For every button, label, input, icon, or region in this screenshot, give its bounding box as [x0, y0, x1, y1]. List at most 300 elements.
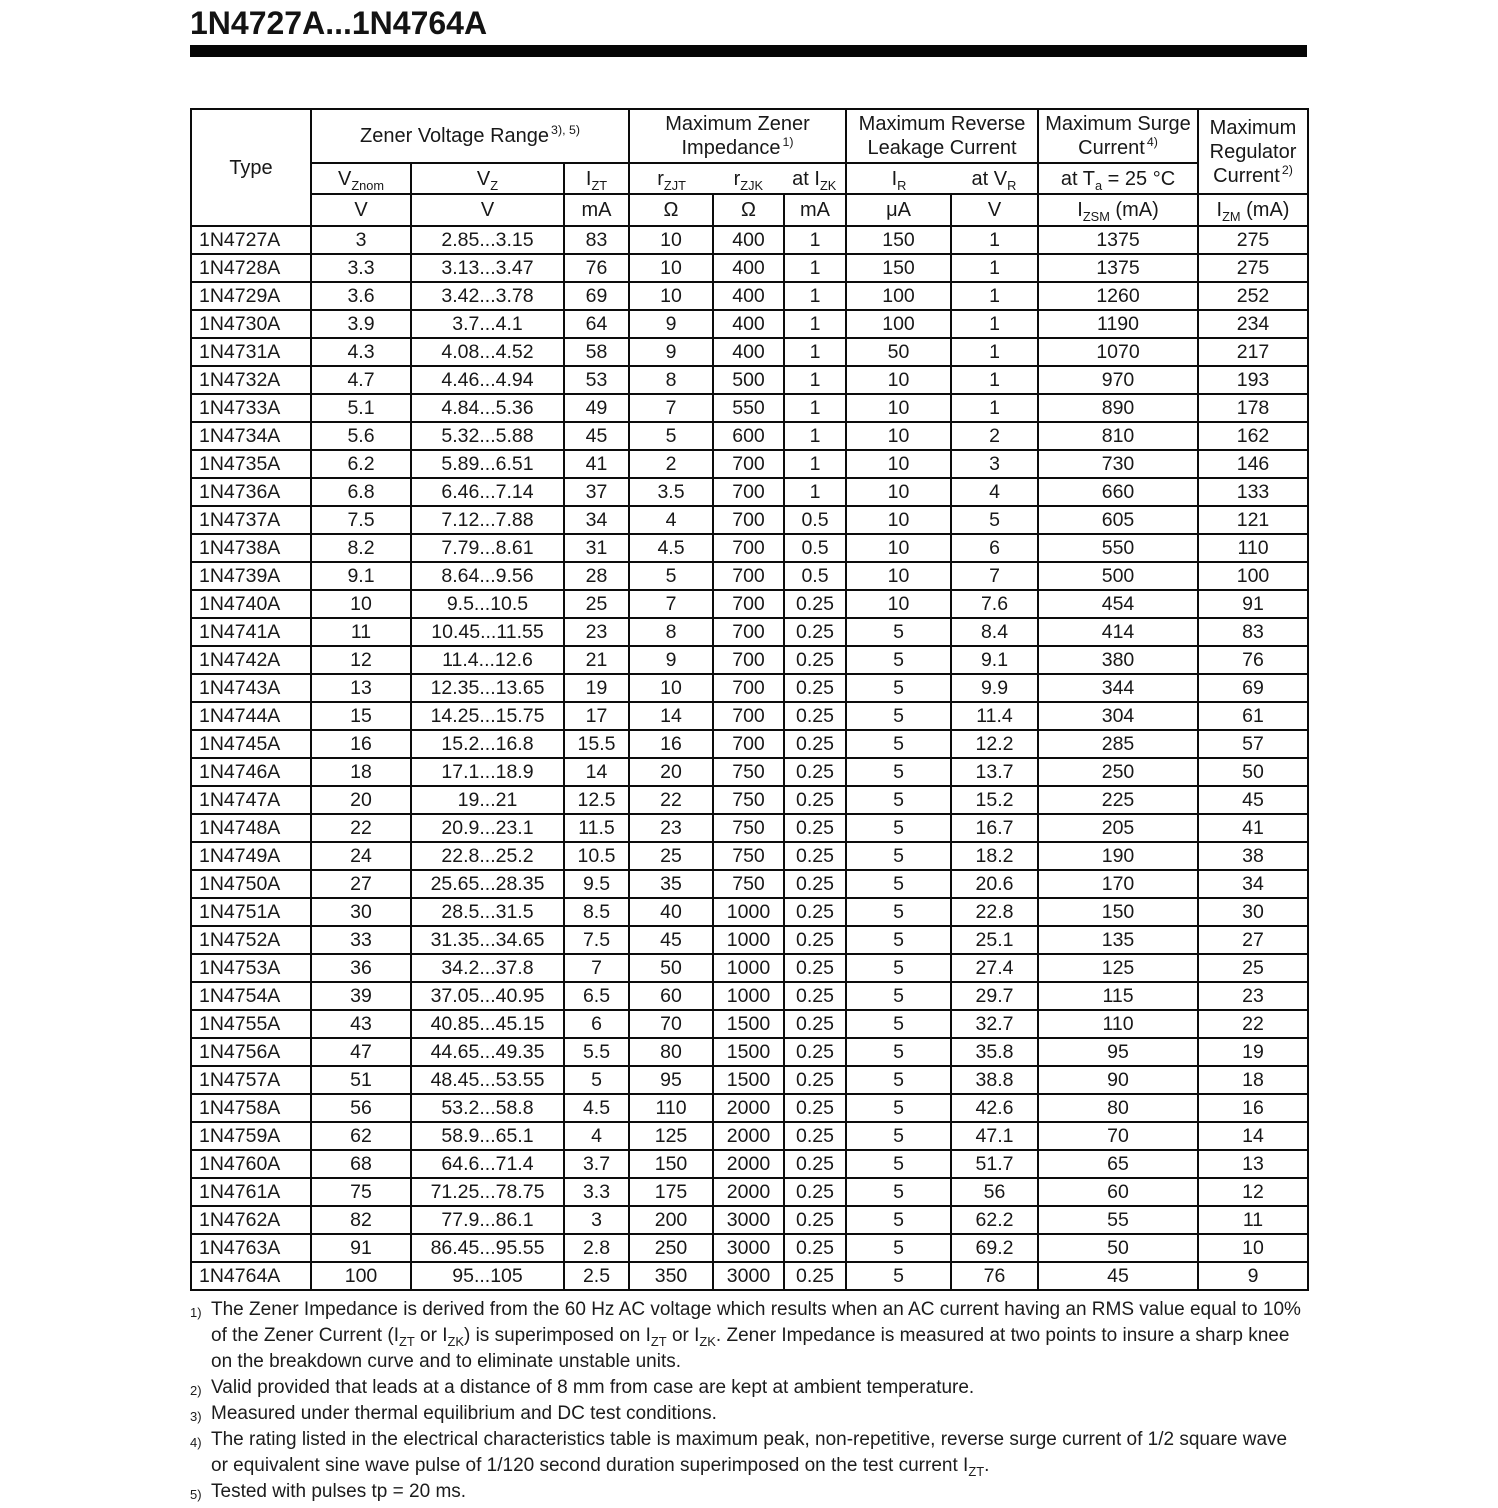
cell-ir: 10: [846, 506, 951, 534]
cell-vznom: 24: [311, 842, 411, 870]
cell-at-izk: 1: [784, 338, 846, 366]
cell-type: 1N4763A: [191, 1234, 311, 1262]
cell-ir: 5: [846, 898, 951, 926]
cell-rzjk: 1500: [713, 1010, 784, 1038]
cell-vz-range: 20.9...23.1: [411, 814, 564, 842]
cell-ir: 5: [846, 618, 951, 646]
table-row: [191, 618, 1308, 646]
cell-izsm: 95: [1038, 1038, 1198, 1066]
cell-vz-range: 10.45...11.55: [411, 618, 564, 646]
cell-vz-range: 11.4...12.6: [411, 646, 564, 674]
cell-ir: 5: [846, 870, 951, 898]
cell-izm: 50: [1198, 758, 1308, 786]
col-group-max-zener-impedance: [629, 109, 846, 163]
cell-vz-range: 5.32...5.88: [411, 422, 564, 450]
cell-type: 1N4732A: [191, 366, 311, 394]
cell-rzjt: 14: [629, 702, 713, 730]
cell-at-izk: 0.25: [784, 1010, 846, 1038]
cell-vznom: 30: [311, 898, 411, 926]
subhead-rzjk: $r_{ZJK}$: [733, 167, 764, 193]
table-row: [191, 534, 1308, 562]
cell-izsm: 810: [1038, 422, 1198, 450]
unit-rzjk: Ω: [713, 194, 784, 226]
cell-izsm: 150: [1038, 898, 1198, 926]
cell-at-vr: 69.2: [951, 1234, 1038, 1262]
cell-rzjk: 500: [713, 366, 784, 394]
cell-type: 1N4729A: [191, 282, 311, 310]
cell-izt: 41: [564, 450, 629, 478]
cell-rzjk: 600: [713, 422, 784, 450]
table-row: [191, 1010, 1308, 1038]
cell-vz-range: 5.89...6.51: [411, 450, 564, 478]
cell-izm: 234: [1198, 310, 1308, 338]
cell-vznom: 4.7: [311, 366, 411, 394]
table-row: [191, 450, 1308, 478]
cell-izm: 178: [1198, 394, 1308, 422]
cell-rzjk: 700: [713, 590, 784, 618]
cell-izm: 25: [1198, 954, 1308, 982]
cell-at-vr: 1: [951, 254, 1038, 282]
cell-at-izk: 0.5: [784, 534, 846, 562]
cell-at-vr: 1: [951, 394, 1038, 422]
cell-vznom: 91: [311, 1234, 411, 1262]
cell-ir: 10: [846, 422, 951, 450]
subhead-vz: $V_Z$: [411, 163, 564, 194]
cell-izt: 11.5: [564, 814, 629, 842]
cell-vz-range: 4.84...5.36: [411, 394, 564, 422]
cell-rzjt: 4.5: [629, 534, 713, 562]
cell-at-izk: 0.25: [784, 646, 846, 674]
table-row: [191, 1094, 1308, 1122]
group-label: Maximum Reverse Leakage Current: [858, 113, 1026, 159]
cell-rzjk: 700: [713, 534, 784, 562]
cell-izm: 61: [1198, 702, 1308, 730]
table-row: [191, 926, 1308, 954]
cell-rzjt: 50: [629, 954, 713, 982]
footnote-text: The Zener Impedance is derived from the 60 Hz AC voltage which results when an AC current having an RMS value equal to 10% of the Zener Current (I: [211, 1299, 1301, 1346]
cell-vz-range: 48.45...53.55: [411, 1066, 564, 1094]
table-row: [191, 870, 1308, 898]
cell-izm: 133: [1198, 478, 1308, 506]
unit-vznom: V: [311, 194, 411, 226]
cell-izsm: 414: [1038, 618, 1198, 646]
cell-ir: 10: [846, 478, 951, 506]
cell-type: 1N4755A: [191, 1010, 311, 1038]
cell-rzjk: 2000: [713, 1094, 784, 1122]
cell-at-izk: 0.25: [784, 1262, 846, 1290]
cell-vz-range: 14.25...15.75: [411, 702, 564, 730]
cell-at-izk: 0.25: [784, 786, 846, 814]
cell-ir: 5: [846, 1010, 951, 1038]
cell-rzjt: 45: [629, 926, 713, 954]
cell-at-izk: 0.25: [784, 1094, 846, 1122]
cell-rzjt: 8: [629, 618, 713, 646]
cell-izt: 53: [564, 366, 629, 394]
cell-at-vr: 56: [951, 1178, 1038, 1206]
cell-at-vr: 7: [951, 562, 1038, 590]
cell-at-vr: 42.6: [951, 1094, 1038, 1122]
cell-izm: 275: [1198, 254, 1308, 282]
cell-at-izk: 0.25: [784, 982, 846, 1010]
cell-at-vr: 7.6: [951, 590, 1038, 618]
cell-at-vr: 9.9: [951, 674, 1038, 702]
cell-vznom: 7.5: [311, 506, 411, 534]
cell-type: 1N4747A: [191, 786, 311, 814]
cell-izsm: 90: [1038, 1066, 1198, 1094]
cell-izsm: 285: [1038, 730, 1198, 758]
cell-izm: 83: [1198, 618, 1308, 646]
cell-ir: 5: [846, 926, 951, 954]
footnote-text: Tested with pulses tp = 20 ms.: [211, 1481, 467, 1502]
cell-at-izk: 0.25: [784, 1150, 846, 1178]
cell-izm: 22: [1198, 1010, 1308, 1038]
table-row: [191, 898, 1308, 926]
cell-izm: 18: [1198, 1066, 1308, 1094]
cell-type: 1N4728A: [191, 254, 311, 282]
cell-type: 1N4745A: [191, 730, 311, 758]
footnote-marker: 1): [190, 1305, 202, 1320]
datasheet-page: [0, 5, 1498, 1503]
cell-type: 1N4751A: [191, 898, 311, 926]
cell-rzjk: 1500: [713, 1038, 784, 1066]
cell-at-vr: 6: [951, 534, 1038, 562]
cell-vznom: 68: [311, 1150, 411, 1178]
cell-type: 1N4748A: [191, 814, 311, 842]
cell-at-vr: 12.2: [951, 730, 1038, 758]
table-row: [191, 1206, 1308, 1234]
cell-at-izk: 0.25: [784, 1234, 846, 1262]
subhead-leakage-params: [846, 163, 1038, 194]
cell-izsm: 70: [1038, 1122, 1198, 1150]
cell-vznom: 43: [311, 1010, 411, 1038]
cell-vz-range: 71.25...78.75: [411, 1178, 564, 1206]
cell-vznom: 12: [311, 646, 411, 674]
cell-vz-range: 6.46...7.14: [411, 478, 564, 506]
cell-izm: 14: [1198, 1122, 1308, 1150]
cell-at-izk: 1: [784, 226, 846, 254]
cell-izm: 162: [1198, 422, 1308, 450]
cell-vznom: 15: [311, 702, 411, 730]
cell-vznom: 11: [311, 618, 411, 646]
cell-at-vr: 38.8: [951, 1066, 1038, 1094]
cell-type: 1N4727A: [191, 226, 311, 254]
cell-izt: 12.5: [564, 786, 629, 814]
page-title: 1N4727A...1N4764A: [190, 5, 488, 41]
cell-ir: 5: [846, 1234, 951, 1262]
cell-at-vr: 11.4: [951, 702, 1038, 730]
cell-rzjk: 750: [713, 842, 784, 870]
cell-izsm: 50: [1038, 1234, 1198, 1262]
unit-rzjt: Ω: [629, 194, 713, 226]
cell-vz-range: 53.2...58.8: [411, 1094, 564, 1122]
footnote-5: [190, 1479, 1307, 1505]
cell-vz-range: 7.12...7.88: [411, 506, 564, 534]
cell-type: 1N4764A: [191, 1262, 311, 1290]
cell-rzjk: 550: [713, 394, 784, 422]
cell-izt: 49: [564, 394, 629, 422]
cell-type: 1N4735A: [191, 450, 311, 478]
cell-at-izk: 1: [784, 450, 846, 478]
cell-type: 1N4737A: [191, 506, 311, 534]
footnote-ref: 1): [782, 135, 794, 150]
cell-ir: 5: [846, 758, 951, 786]
cell-type: 1N4743A: [191, 674, 311, 702]
cell-izsm: 45: [1038, 1262, 1198, 1290]
cell-vz-range: 22.8...25.2: [411, 842, 564, 870]
cell-izsm: 1375: [1038, 226, 1198, 254]
unit-at-vr: V: [951, 194, 1038, 226]
title-rule: [190, 45, 1307, 57]
cell-at-izk: 0.25: [784, 1038, 846, 1066]
cell-vz-range: 34.2...37.8: [411, 954, 564, 982]
cell-vz-range: 19...21: [411, 786, 564, 814]
cell-rzjk: 2000: [713, 1150, 784, 1178]
cell-rzjt: 35: [629, 870, 713, 898]
cell-vznom: 56: [311, 1094, 411, 1122]
cell-rzjk: 1000: [713, 982, 784, 1010]
cell-ir: 5: [846, 842, 951, 870]
cell-vz-range: 77.9...86.1: [411, 1206, 564, 1234]
cell-at-izk: 0.25: [784, 1206, 846, 1234]
cell-vz-range: 95...105: [411, 1262, 564, 1290]
unit-at-izk: mA: [784, 194, 846, 226]
cell-ir: 100: [846, 310, 951, 338]
cell-rzjt: 9: [629, 646, 713, 674]
cell-at-vr: 2: [951, 422, 1038, 450]
table-row: [191, 842, 1308, 870]
cell-rzjk: 700: [713, 730, 784, 758]
cell-ir: 5: [846, 786, 951, 814]
cell-rzjk: 1000: [713, 954, 784, 982]
unit-vz: V: [411, 194, 564, 226]
cell-izm: 275: [1198, 226, 1308, 254]
footnote-1: 1) The Zener Impedance is derived from the 60 Hz AC voltage which results when an AC current having an RMS value equal to 10% of the Zener Current ($I_{ZT}$ or $I_{ZK}$) is superimposed on $I_{ZT}$ or $I_{ZK}$. Zener Impedance is measured at two points to insure a sharp knee on the breakdown curve and to eliminate unstable units.: [190, 1299, 1301, 1372]
col-group-max-regulator-current: [1198, 109, 1308, 194]
cell-at-izk: 0.25: [784, 814, 846, 842]
col-group-max-surge-current: [1038, 109, 1198, 163]
cell-at-vr: 51.7: [951, 1150, 1038, 1178]
cell-izt: 17: [564, 702, 629, 730]
cell-izsm: 730: [1038, 450, 1198, 478]
cell-izm: 100: [1198, 562, 1308, 590]
cell-ir: 5: [846, 1122, 951, 1150]
cell-izt: 83: [564, 226, 629, 254]
subhead-izt: $I_{ZT}$: [564, 163, 629, 194]
cell-izt: 10.5: [564, 842, 629, 870]
cell-izt: 76: [564, 254, 629, 282]
cell-at-izk: 0.25: [784, 674, 846, 702]
footnote-text: Valid provided that leads at a distance of 8 mm from case are kept at ambient temperature.: [211, 1377, 975, 1398]
cell-rzjt: 95: [629, 1066, 713, 1094]
cell-rzjt: 7: [629, 590, 713, 618]
cell-izm: 91: [1198, 590, 1308, 618]
table-row: [191, 282, 1308, 310]
cell-rzjt: 4: [629, 506, 713, 534]
cell-izsm: 60: [1038, 1178, 1198, 1206]
cell-rzjt: 5: [629, 562, 713, 590]
cell-type: 1N4757A: [191, 1066, 311, 1094]
cell-rzjt: 175: [629, 1178, 713, 1206]
cell-vznom: 5.6: [311, 422, 411, 450]
footnote-text: Measured under thermal equilibrium and DC test conditions.: [211, 1403, 717, 1424]
cell-rzjk: 3000: [713, 1262, 784, 1290]
footnote-4: 4) The rating listed in the electrical characteristics table is maximum peak, non-repetitive, reverse surge current of 1/2 square wave or equivalent sine wave pulse of 1/120 second duration superimposed on the test current $I_{ZT}$.: [190, 1429, 1288, 1479]
unit-ir: μA: [846, 194, 951, 226]
cell-vznom: 8.2: [311, 534, 411, 562]
cell-at-vr: 1: [951, 338, 1038, 366]
cell-izt: 3.3: [564, 1178, 629, 1206]
cell-izsm: 890: [1038, 394, 1198, 422]
table-header: [191, 109, 1308, 226]
cell-ir: 5: [846, 982, 951, 1010]
cell-at-izk: 1: [784, 394, 846, 422]
cell-izsm: 135: [1038, 926, 1198, 954]
cell-izsm: 550: [1038, 534, 1198, 562]
cell-type: 1N4742A: [191, 646, 311, 674]
cell-type: 1N4750A: [191, 870, 311, 898]
cell-izt: 64: [564, 310, 629, 338]
cell-izm: 27: [1198, 926, 1308, 954]
cell-type: 1N4754A: [191, 982, 311, 1010]
cell-rzjt: 7: [629, 394, 713, 422]
cell-izt: 5: [564, 1066, 629, 1094]
cell-at-vr: 76: [951, 1262, 1038, 1290]
unit-izsm: $I_{ZSM}$ (mA): [1038, 194, 1198, 226]
cell-vz-range: 7.79...8.61: [411, 534, 564, 562]
table-row: [191, 422, 1308, 450]
cell-at-izk: 1: [784, 282, 846, 310]
cell-izsm: 65: [1038, 1150, 1198, 1178]
cell-rzjk: 750: [713, 758, 784, 786]
cell-vznom: 6.2: [311, 450, 411, 478]
cell-type: 1N4758A: [191, 1094, 311, 1122]
cell-vznom: 82: [311, 1206, 411, 1234]
cell-at-izk: 0.25: [784, 618, 846, 646]
cell-izsm: 605: [1038, 506, 1198, 534]
cell-rzjk: 700: [713, 562, 784, 590]
table-row: [191, 562, 1308, 590]
cell-vz-range: 17.1...18.9: [411, 758, 564, 786]
cell-ir: 5: [846, 674, 951, 702]
cell-vz-range: 15.2...16.8: [411, 730, 564, 758]
cell-type: 1N4739A: [191, 562, 311, 590]
footnote-ref: 2): [1281, 162, 1293, 177]
group-label: Maximum Surge Current: [1045, 113, 1191, 159]
subhead-at-izk: at $I_{ZK}$: [792, 167, 837, 193]
cell-type: 1N4738A: [191, 534, 311, 562]
cell-at-izk: 0.25: [784, 926, 846, 954]
cell-vznom: 36: [311, 954, 411, 982]
page-content: [0, 5, 1307, 1505]
group-label: Maximum Zener Impedance: [665, 113, 810, 159]
cell-izsm: 970: [1038, 366, 1198, 394]
unit-izt: mA: [564, 194, 629, 226]
cell-rzjk: 400: [713, 226, 784, 254]
cell-at-vr: 13.7: [951, 758, 1038, 786]
table-row: [191, 310, 1308, 338]
cell-at-izk: 1: [784, 254, 846, 282]
cell-izsm: 115: [1038, 982, 1198, 1010]
footnote-marker: 4): [190, 1435, 202, 1450]
cell-rzjk: 700: [713, 478, 784, 506]
cell-izm: 252: [1198, 282, 1308, 310]
cell-izsm: 344: [1038, 674, 1198, 702]
table-row: [191, 506, 1308, 534]
table-row: [191, 1066, 1308, 1094]
cell-izm: 34: [1198, 870, 1308, 898]
cell-at-izk: 0.25: [784, 590, 846, 618]
cell-at-vr: 5: [951, 506, 1038, 534]
cell-rzjt: 10: [629, 674, 713, 702]
cell-izm: 121: [1198, 506, 1308, 534]
footnote-ref: 4): [1146, 135, 1158, 150]
cell-izt: 2.5: [564, 1262, 629, 1290]
cell-izt: 28: [564, 562, 629, 590]
cell-rzjt: 10: [629, 282, 713, 310]
cell-rzjk: 700: [713, 674, 784, 702]
cell-rzjt: 350: [629, 1262, 713, 1290]
cell-at-vr: 18.2: [951, 842, 1038, 870]
cell-izm: 69: [1198, 674, 1308, 702]
cell-rzjk: 700: [713, 450, 784, 478]
cell-izt: 7: [564, 954, 629, 982]
cell-ir: 150: [846, 254, 951, 282]
cell-at-vr: 20.6: [951, 870, 1038, 898]
subhead-ir: $I_R$: [891, 167, 907, 193]
cell-ir: 5: [846, 1206, 951, 1234]
cell-at-vr: 47.1: [951, 1122, 1038, 1150]
cell-ir: 100: [846, 282, 951, 310]
cell-izt: 19: [564, 674, 629, 702]
cell-izsm: 1190: [1038, 310, 1198, 338]
cell-izsm: 55: [1038, 1206, 1198, 1234]
cell-at-vr: 22.8: [951, 898, 1038, 926]
footnote-2: [190, 1375, 1307, 1401]
cell-izm: 38: [1198, 842, 1308, 870]
cell-at-vr: 15.2: [951, 786, 1038, 814]
cell-vznom: 16: [311, 730, 411, 758]
cell-ir: 150: [846, 226, 951, 254]
cell-type: 1N4752A: [191, 926, 311, 954]
cell-ir: 50: [846, 338, 951, 366]
cell-at-vr: 25.1: [951, 926, 1038, 954]
cell-izsm: 110: [1038, 1010, 1198, 1038]
table-row: [191, 814, 1308, 842]
cell-izt: 2.8: [564, 1234, 629, 1262]
table-row: [191, 590, 1308, 618]
cell-rzjt: 22: [629, 786, 713, 814]
cell-at-vr: 8.4: [951, 618, 1038, 646]
footnote-ref: 3), 5): [551, 123, 580, 138]
cell-izt: 8.5: [564, 898, 629, 926]
cell-at-izk: 0.25: [784, 898, 846, 926]
cell-vz-range: 12.35...13.65: [411, 674, 564, 702]
cell-izm: 41: [1198, 814, 1308, 842]
table-body: [191, 226, 1308, 1290]
cell-rzjt: 8: [629, 366, 713, 394]
cell-at-vr: 32.7: [951, 1010, 1038, 1038]
footnote-marker: 2): [190, 1383, 202, 1398]
cell-rzjk: 3000: [713, 1234, 784, 1262]
cell-type: 1N4759A: [191, 1122, 311, 1150]
cell-izt: 23: [564, 618, 629, 646]
cell-at-izk: 0.25: [784, 842, 846, 870]
cell-vznom: 51: [311, 1066, 411, 1094]
cell-vznom: 5.1: [311, 394, 411, 422]
cell-izm: 23: [1198, 982, 1308, 1010]
footnote-text: The rating listed in the electrical characteristics table is maximum peak, non-repetitive, reverse surge current of 1/2 square wave or equivalent sine wave pulse of 1/120 second duration superimposed on the test current I: [211, 1429, 1288, 1476]
cell-ir: 5: [846, 1178, 951, 1206]
